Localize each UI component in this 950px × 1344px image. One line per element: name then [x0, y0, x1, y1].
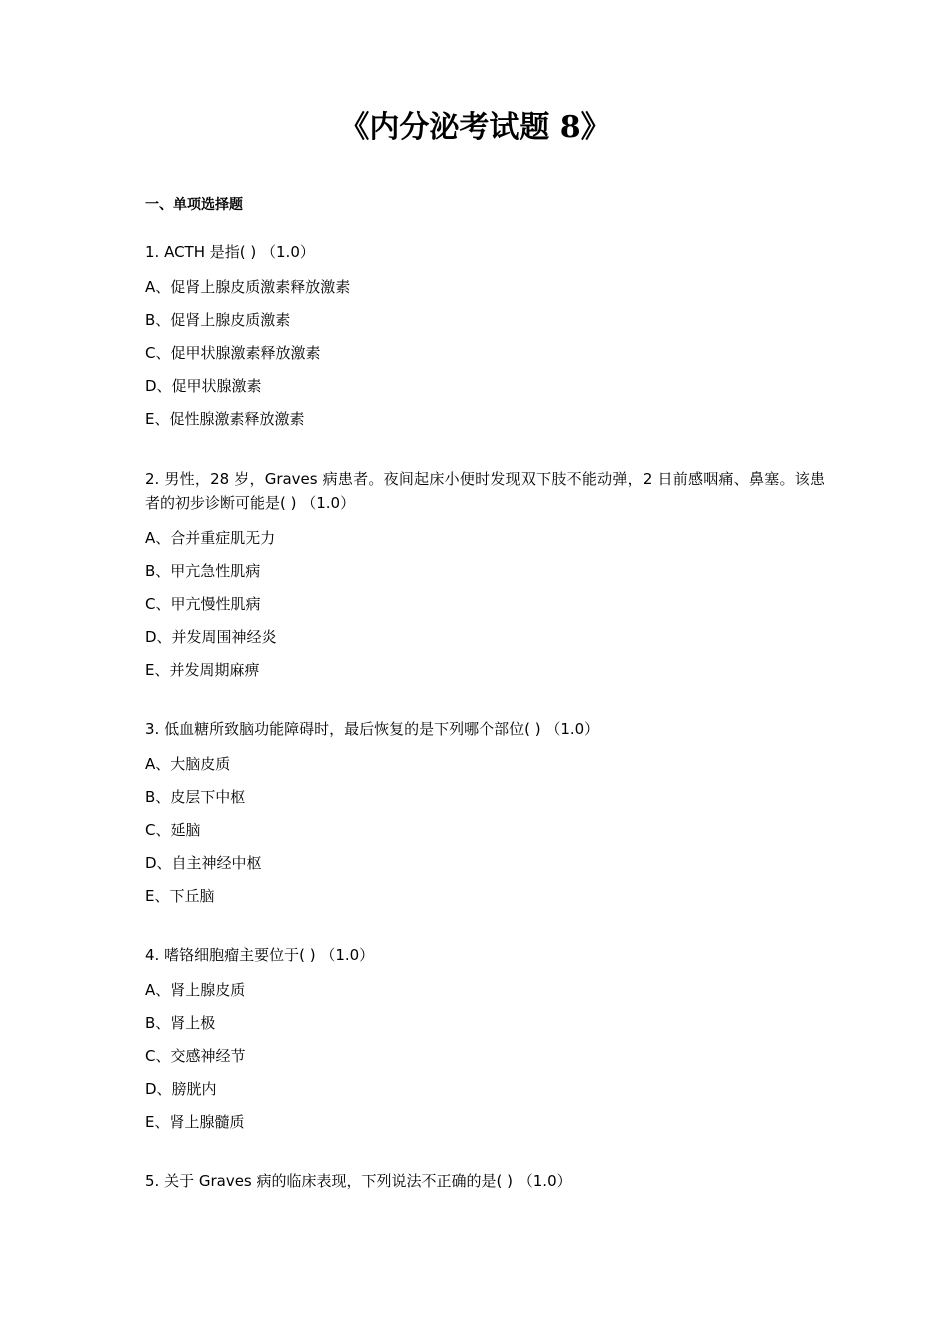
option-d: D、并发周围神经炎 — [145, 628, 277, 646]
option-d: D、膀胱内 — [145, 1080, 217, 1098]
option-c: C、延脑 — [145, 821, 201, 839]
option-list — [145, 527, 825, 692]
option-d: D、自主神经中枢 — [145, 854, 262, 872]
option-e: E、肾上腺髓质 — [145, 1113, 245, 1131]
section-heading: 一、单项选择题 — [145, 197, 243, 213]
option-a: A、促肾上腺皮质激素释放激素 — [145, 278, 351, 296]
question-stem: 3. 低血糖所致脑功能障碍时，最后恢复的是下列哪个部位( ) （1.0） — [145, 720, 600, 738]
option-a: A、大脑皮质 — [145, 755, 231, 773]
option-b: B、肾上极 — [145, 1014, 216, 1032]
option-c: C、促甲状腺激素释放激素 — [145, 344, 321, 362]
option-b: B、甲亢急性肌病 — [145, 562, 261, 580]
document-title: 《内分泌考试题 8》 — [339, 110, 611, 145]
option-b: B、皮层下中枢 — [145, 788, 246, 806]
option-e: E、下丘脑 — [145, 887, 215, 905]
question-stem: 1. ACTH 是指( ) （1.0） — [145, 243, 315, 261]
option-e: E、并发周期麻痹 — [145, 661, 260, 679]
option-list — [145, 753, 825, 918]
option-d: D、促甲状腺激素 — [145, 377, 262, 395]
option-b: B、促肾上腺皮质激素 — [145, 311, 291, 329]
question-3 — [145, 717, 825, 918]
question-5 — [145, 1169, 825, 1205]
option-c: C、交感神经节 — [145, 1047, 246, 1065]
option-c: C、甲亢慢性肌病 — [145, 595, 261, 613]
question-1 — [145, 240, 825, 441]
option-e: E、促性腺激素释放激素 — [145, 410, 305, 428]
question-stem: 4. 嗜铬细胞瘤主要位于( ) （1.0） — [145, 946, 375, 964]
option-list — [145, 979, 825, 1144]
option-a: A、肾上腺皮质 — [145, 981, 246, 999]
question-2 — [145, 467, 825, 692]
question-4 — [145, 943, 825, 1144]
question-stem: 5. 关于 Graves 病的临床表现，下列说法不正确的是( ) （1.0） — [145, 1172, 572, 1190]
question-stem: 2. 男性，28 岁，Graves 病患者。夜间起床小便时发现双下肢不能动弹，2 日前感咽痛、鼻塞。该患者的初步诊断可能是( ) （1.0） — [145, 470, 825, 512]
option-a: A、合并重症肌无力 — [145, 529, 276, 547]
option-list — [145, 276, 825, 441]
